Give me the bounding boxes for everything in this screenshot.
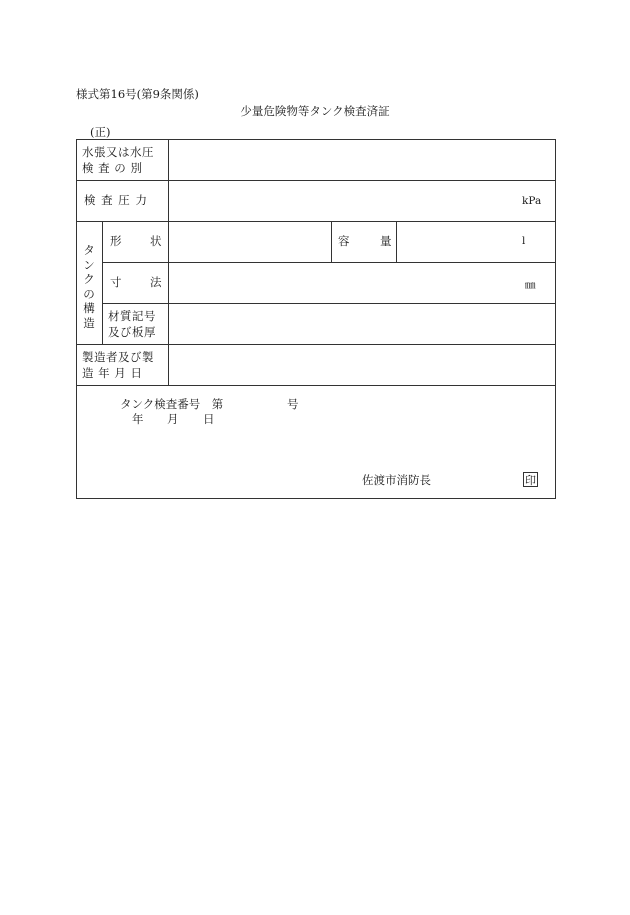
inspection-number-suffix: 号 (287, 397, 299, 411)
side-indicator: (正) (90, 125, 111, 139)
material-field[interactable] (170, 305, 554, 343)
row-divider (102, 303, 556, 304)
test-type-label-line1: 水張又は水圧 (82, 145, 154, 159)
column-divider (396, 221, 397, 262)
dimension-label-char: 法 (150, 275, 162, 289)
shape-label-char: 状 (150, 234, 162, 248)
row-divider (76, 344, 556, 345)
form-number: 様式第16号(第9条関係) (76, 87, 199, 101)
document-title: 少量危険物等タンク検査済証 (240, 104, 390, 118)
capacity-field[interactable] (398, 223, 518, 261)
test-pressure-label: 検 査 圧 力 (84, 193, 148, 207)
dimension-unit: ㎜ (525, 279, 536, 291)
shape-label-char: 形 (110, 234, 122, 248)
capacity-unit: l (522, 235, 526, 247)
date-month-label: 月 (167, 412, 179, 426)
dimension-field[interactable] (170, 264, 515, 302)
test-type-label-line2: 検 査 の 別 (82, 161, 143, 175)
material-label-line2: 及び板厚 (108, 325, 156, 339)
manufacturer-label-line2: 造 年 月 日 (82, 366, 143, 380)
row-divider (76, 385, 556, 386)
row-divider (76, 221, 556, 222)
pressure-unit: kPa (522, 195, 542, 207)
column-divider (168, 139, 169, 385)
inspection-number-label: タンク検査番号 第 (120, 397, 224, 411)
shape-field[interactable] (170, 223, 329, 261)
row-divider (76, 180, 556, 181)
test-pressure-field[interactable] (170, 182, 515, 220)
capacity-label-char: 量 (380, 234, 392, 248)
dimension-label-char: 寸 (110, 275, 122, 289)
column-divider (102, 221, 103, 344)
issuer-name: 佐渡市消防長 (362, 473, 431, 487)
capacity-label-char: 容 (338, 234, 350, 248)
date-day-label: 日 (203, 412, 215, 426)
test-type-field[interactable] (170, 141, 554, 179)
tank-structure-label: タンクの構造 (83, 243, 95, 330)
seal-mark: 印 (525, 474, 536, 487)
manufacturer-field[interactable] (170, 346, 554, 384)
manufacturer-label-line1: 製造者及び製 (82, 350, 154, 364)
column-divider (331, 221, 332, 262)
row-divider (102, 262, 556, 263)
date-year-label: 年 (132, 412, 144, 426)
material-label-line1: 材質記号 (108, 309, 156, 323)
